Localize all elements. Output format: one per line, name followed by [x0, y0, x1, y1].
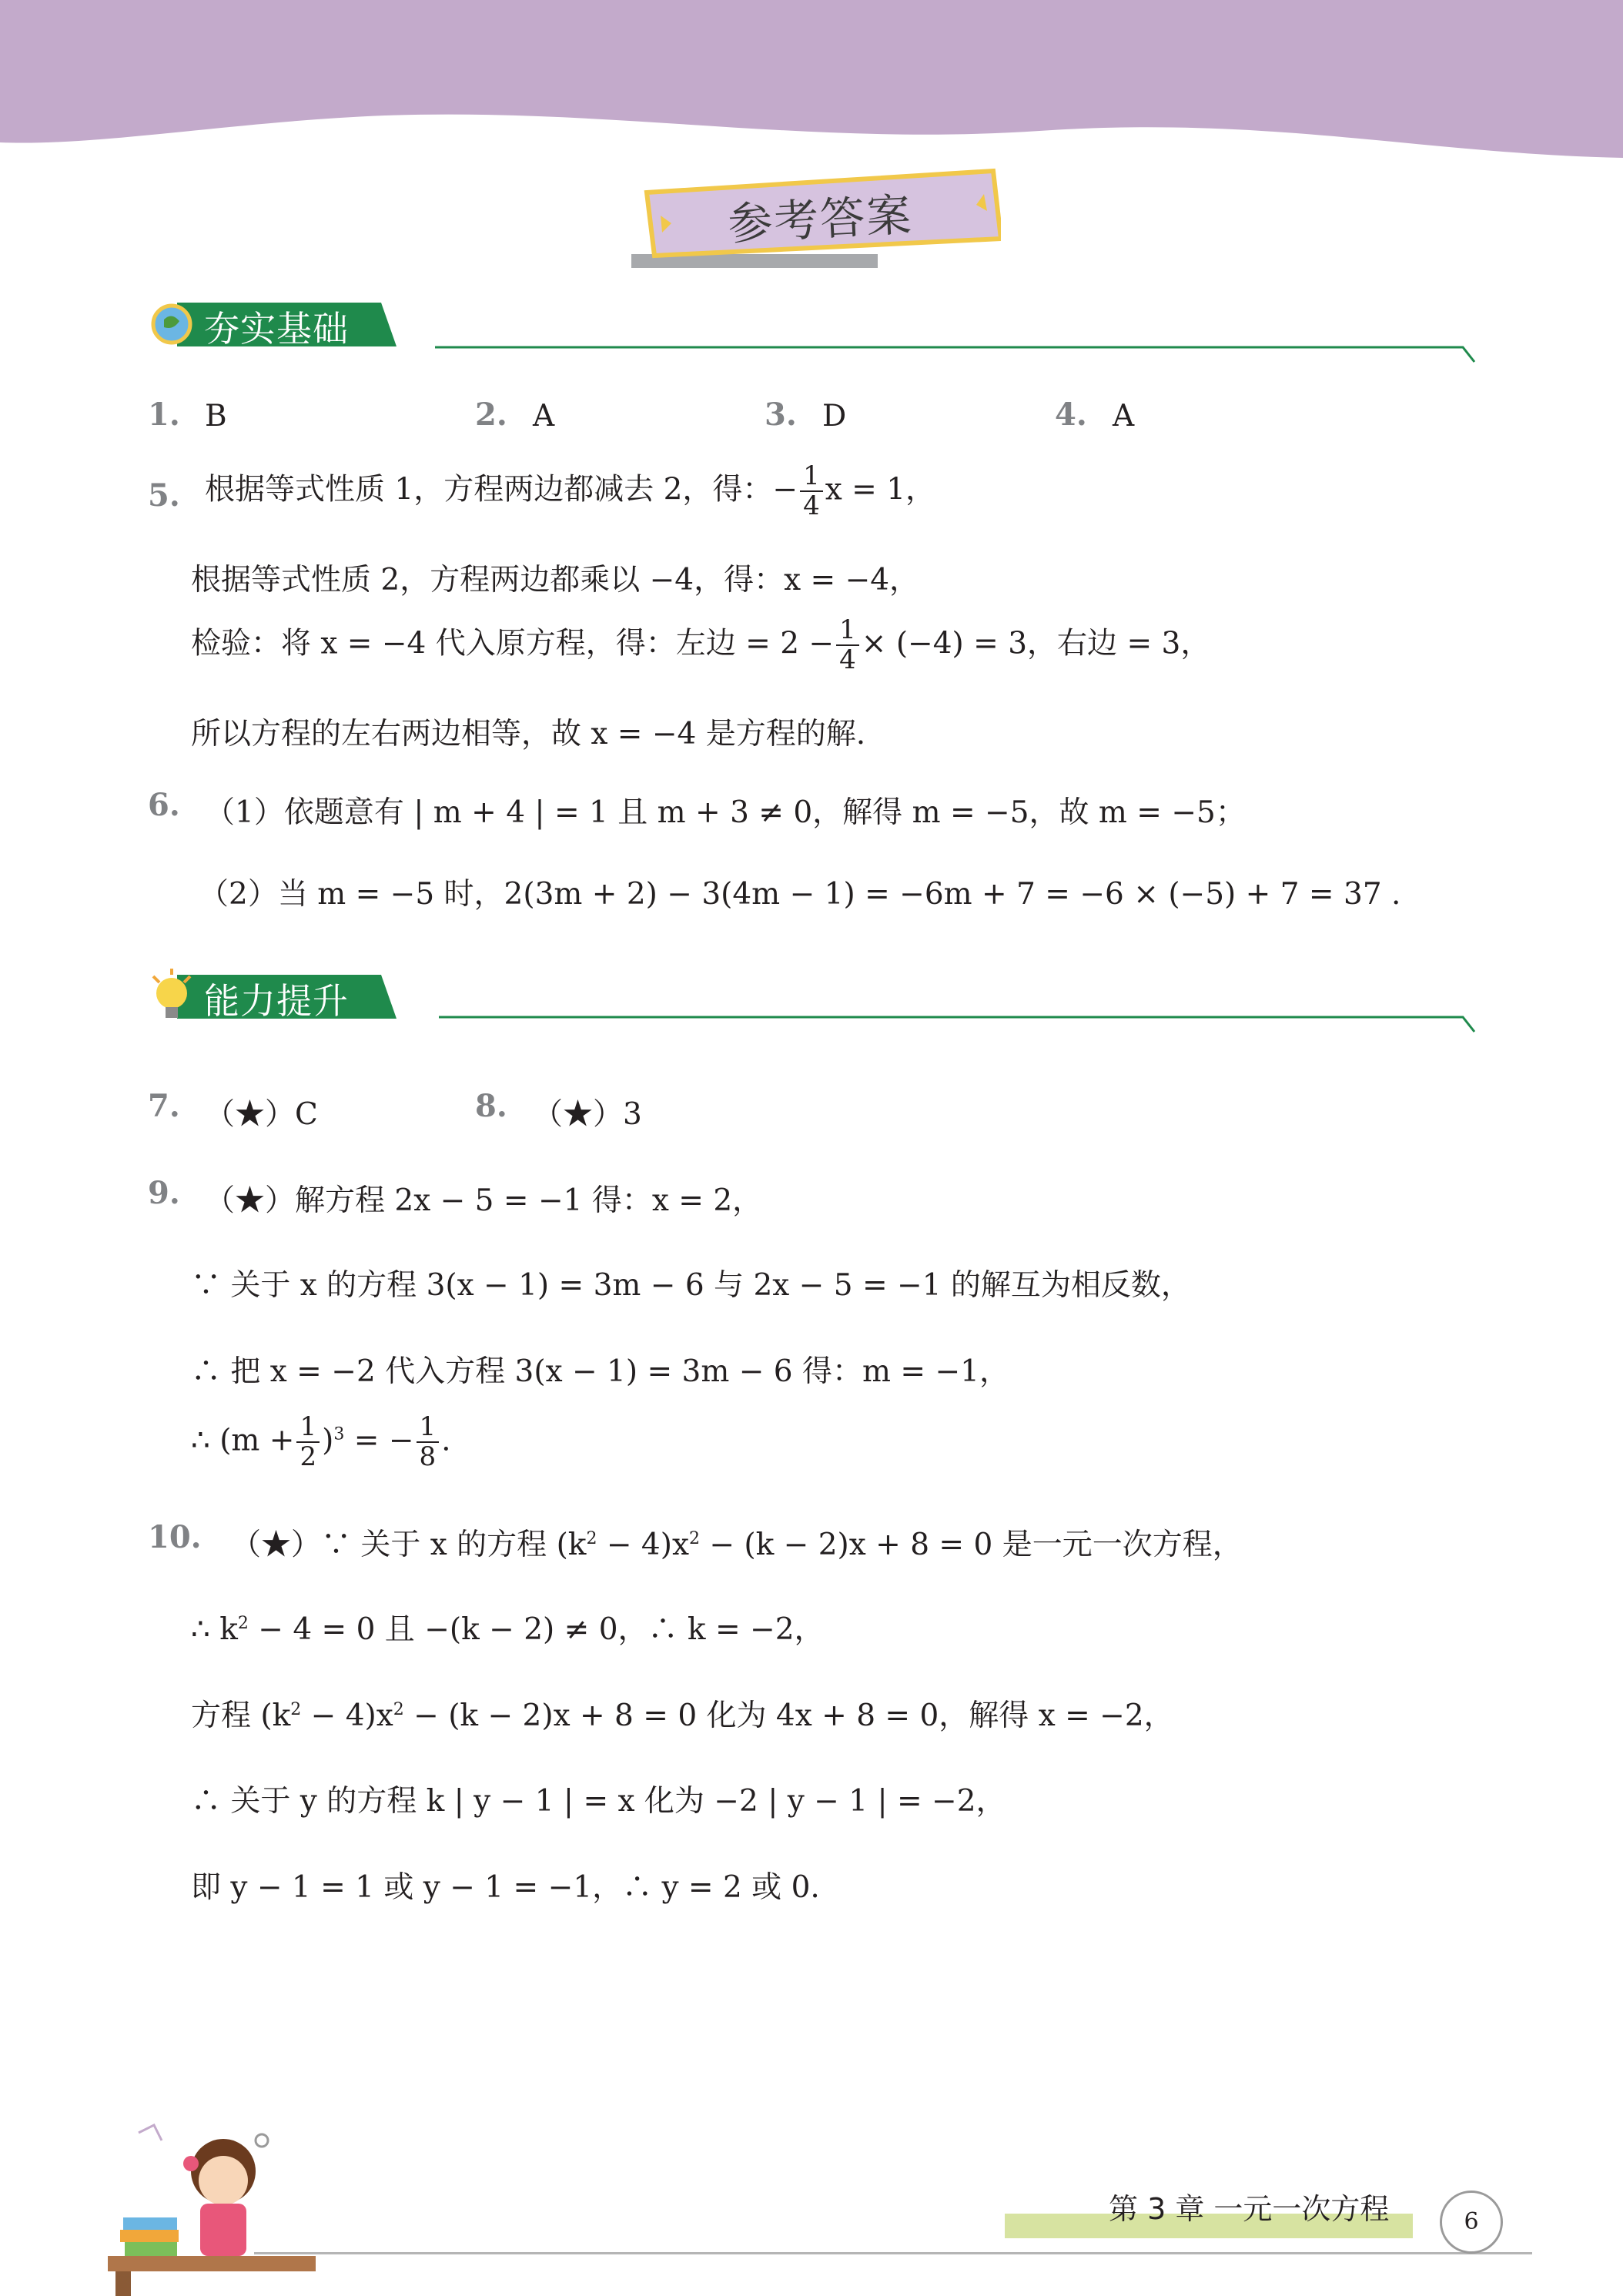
section-label-advanced: 能力提升: [204, 980, 349, 1022]
answer-line: ∵ 关于 x 的方程 3(x − 1) = 3m − 6 与 2x − 5 = −1 的解互为相反数，: [191, 1268, 1191, 1303]
answer-line: [231, 1521, 1243, 1564]
answer-text: × (−4) = 3，右边 = 3，: [861, 626, 1211, 661]
exponent: 2: [393, 1700, 404, 1719]
chapter-title: 第 3 章 一元一次方程: [1109, 2192, 1390, 2226]
answer-line: ∴ 关于 y 的方程 k | y − 1 | = x 化为 −2 | y − 1 | = −2，: [191, 1784, 1006, 1819]
answer-line: [191, 1413, 451, 1472]
answer-text: B: [205, 399, 227, 433]
answer-line: 所以方程的左右两边相等，故 x = −4 是方程的解.: [191, 717, 866, 751]
lightbulb-icon: [156, 978, 187, 1009]
answer-text: （★）3: [533, 1097, 642, 1132]
answer-text: （★）∵ 关于 x 的方程 (k: [231, 1528, 587, 1562]
fraction: $\frac{1}{4}$: [836, 616, 859, 675]
exponent: 2: [688, 1529, 700, 1548]
exponent: 2: [586, 1529, 597, 1548]
question-number: 9.: [148, 1175, 180, 1211]
answer-text: .: [441, 1423, 451, 1458]
answer-text: x = 1，: [825, 472, 936, 507]
answer-text: A: [1113, 399, 1135, 433]
exponent: 2: [290, 1700, 302, 1719]
question-number: 1.: [148, 397, 180, 433]
answer-text: ∴ (m +: [191, 1423, 295, 1458]
section-header-basic: [150, 296, 1490, 358]
answer-line: [191, 616, 1210, 675]
answer-text: （★）C: [205, 1097, 318, 1132]
question-number: 4.: [1055, 397, 1087, 433]
answer-line: [205, 462, 935, 521]
page-title: 参考答案: [726, 188, 914, 251]
exponent: 2: [237, 1614, 249, 1633]
answer-line: （★）解方程 2x − 5 = −1 得：x = 2，: [205, 1183, 763, 1218]
answer-text: ∴ k: [191, 1612, 238, 1647]
exponent: 3: [333, 1424, 345, 1444]
fraction: $\frac{1}{2}$: [296, 1413, 320, 1472]
fraction: $\frac{1}{4}$: [800, 462, 823, 521]
answer-text: = −: [344, 1423, 414, 1458]
section-header-advanced: [150, 969, 1490, 1030]
question-number: 7.: [148, 1088, 180, 1124]
answer-line: 根据等式性质 2，方程两边都乘以 −4，得：x = −4，: [191, 563, 920, 597]
answer-text: − (k − 2)x + 8 = 0 化为 4x + 8 = 0，解得 x = −2，: [403, 1699, 1174, 1733]
answer-line: 即 y − 1 = 1 或 y − 1 = −1，∴ y = 2 或 0.: [191, 1870, 820, 1905]
answer-text: − 4)x: [301, 1699, 393, 1733]
answer-text: ): [322, 1423, 334, 1458]
footer-divider: [254, 2252, 1532, 2254]
question-number: 5.: [148, 477, 180, 514]
question-number: 2.: [475, 397, 507, 433]
answer-line: ∴ 把 x = −2 代入方程 3(x − 1) = 3m − 6 得：m = −1，: [191, 1354, 1009, 1389]
fraction: $\frac{1}{8}$: [417, 1413, 440, 1472]
section-label-basic: 夯实基础: [204, 308, 349, 350]
answer-text: D: [822, 399, 847, 433]
answer-text: 方程 (k: [191, 1699, 291, 1733]
answer-line: [191, 1692, 1174, 1735]
answer-text: − 4)x: [597, 1528, 689, 1562]
question-number: 10.: [148, 1519, 202, 1555]
answer-text: 检验：将 x = −4 代入原方程，得：左边 = 2 −: [191, 626, 835, 661]
answer-line: （1）依题意有 | m + 4 | = 1 且 m + 3 ≠ 0，解得 m = −5，故 m = −5；: [205, 795, 1246, 830]
answer-text: − 4 = 0 且 −(k − 2) ≠ 0，∴ k = −2，: [248, 1612, 825, 1647]
question-number: 8.: [475, 1088, 507, 1124]
header-wave-banner: [0, 0, 1623, 169]
answer-text: − (k − 2)x + 8 = 0 是一元一次方程，: [699, 1528, 1243, 1562]
answer-text: A: [533, 399, 555, 433]
question-number: 6.: [148, 787, 180, 823]
girl-reading-illustration: [108, 2117, 323, 2296]
question-number: 3.: [765, 397, 797, 433]
answer-text: −: [772, 472, 798, 507]
answer-line: [191, 1605, 825, 1648]
answer-text: 根据等式性质 1，方程两边都减去 2，得：: [205, 472, 773, 507]
page-number: 6: [1440, 2191, 1503, 2254]
answer-title-tab: [631, 162, 1001, 277]
answer-line: （2）当 m = −5 时，2(3m + 2) − 3(4m − 1) = −6m + 7 = −6 × (−5) + 7 = 37 .: [199, 877, 1401, 912]
